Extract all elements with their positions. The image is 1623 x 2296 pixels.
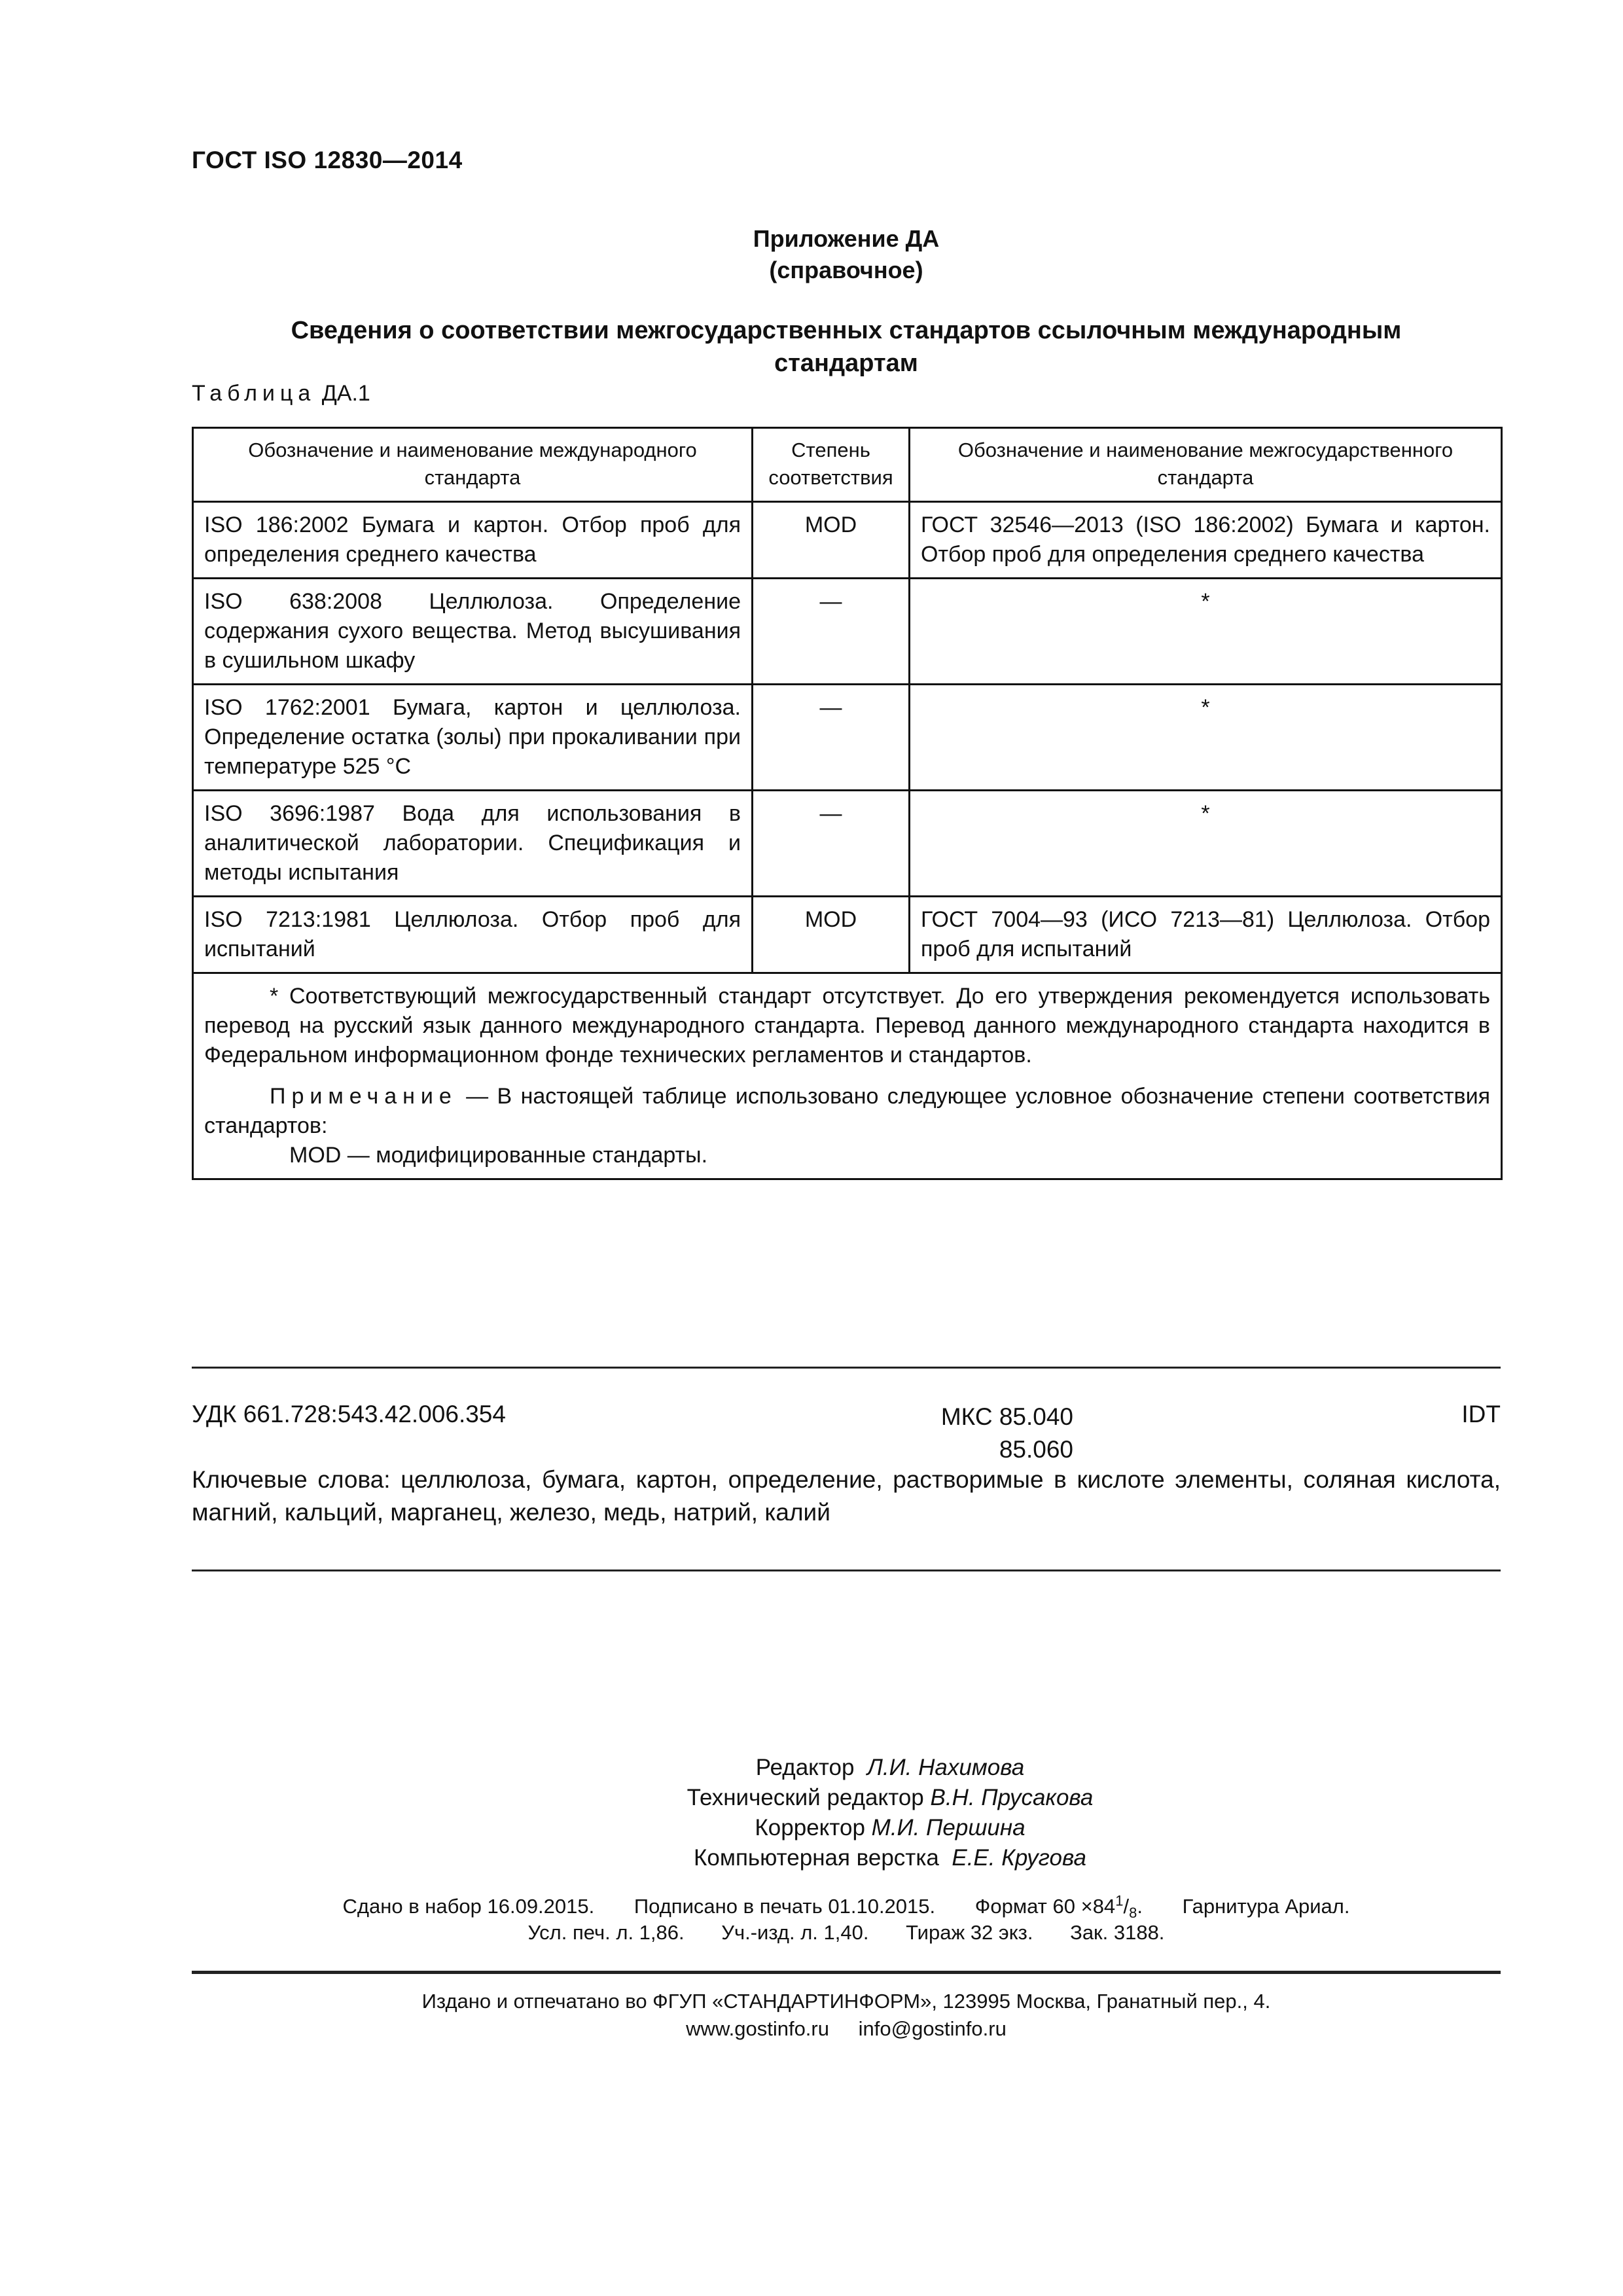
print-info-line-1 [192, 1893, 1501, 1922]
credit-editor-role: Редактор [755, 1755, 855, 1780]
annex-subtitle: (справочное) [769, 257, 923, 283]
cell-degree: — [753, 791, 910, 897]
divider-bottom [192, 1971, 1501, 1974]
print-format-sup: 1 [1115, 1893, 1124, 1909]
credit-layout-role: Компьютерная верстка [694, 1845, 939, 1871]
table-label [192, 381, 370, 406]
print-format-sub: 8 [1129, 1905, 1137, 1922]
cell-national: * [910, 685, 1502, 791]
divider-middle [192, 1570, 1501, 1571]
print-format: Формат $60 \times 84^1/_8$. [974, 1893, 1143, 1922]
credit-corrector [563, 1813, 1217, 1843]
table-footnote-row [193, 973, 1502, 1179]
correspondence-table [192, 427, 1503, 1180]
cell-degree: — [753, 685, 910, 791]
table-row [193, 579, 1502, 685]
print-order: Зак. 3188. [1070, 1921, 1165, 1944]
table-note-item: MOD — модифицированные стандарты. [289, 1143, 708, 1168]
cell-degree: MOD [753, 502, 910, 579]
cell-international: ISO 638:2008 Целлюлоза. Определение содержания сухого вещества. Метод высушивания в сушильном шкафу [193, 579, 753, 685]
annex-heading [192, 314, 1501, 380]
print-sheets: Усл. печ. л. 1,86. [527, 1921, 685, 1944]
divider-top [192, 1367, 1501, 1369]
publisher-email: info@gostinfo.ru [858, 2017, 1007, 2040]
credit-tech-editor-name: В.Н. Прусакова [930, 1785, 1094, 1810]
keywords: Ключевые слова: целлюлоза, бумага, картон, определение, растворимые в кислоте элементы, соляная кислота, магний, кальций, марганец, железо, медь, натрий, калий [192, 1466, 1501, 1526]
cell-international: ISO 3696:1987 Вода для использования в аналитической лаборатории. Спецификация и методы испытания [193, 791, 753, 897]
udk-code: УДК 661.728:543.42.006.354 [192, 1401, 506, 1427]
idt-mark: IDT [1461, 1401, 1501, 1427]
document-code-header: ГОСТ ISO 12830—2014 [192, 147, 463, 173]
column-header-national: Обозначение и наименование межгосударственного стандарта [910, 428, 1502, 502]
print-signed: Подписано в печать 01.10.2015. [633, 1895, 936, 1918]
credit-layout [563, 1843, 1217, 1873]
table-label-word: Таблица [192, 381, 316, 406]
print-typeface: Гарнитура Ариал. [1182, 1895, 1350, 1918]
cell-national: ГОСТ 7004—93 (ИСО 7213—81) Целлюлоза. Отбор проб для испытаний [910, 897, 1502, 973]
publisher-line: Издано и отпечатано во ФГУП «СТАНДАРТИНФОРМ», 123995 Москва, Гранатный пер., 4. [421, 1990, 1271, 2013]
mks-code-1: МКС 85.040 [940, 1403, 1073, 1430]
cell-international: ISO 1762:2001 Бумага, картон и целлюлоза. Определение остатка (золы) при прокаливании при температуре 525 °C [193, 685, 753, 791]
table-header-row [193, 428, 1502, 502]
table-note-text: — В настоящей таблице использовано следующее условное обозначение степени соответствия стандартов: [204, 1084, 1490, 1138]
table-row [193, 897, 1502, 973]
credit-corrector-role: Корректор [755, 1815, 865, 1840]
print-info-line-2 [192, 1921, 1501, 1945]
print-format-prefix: Формат 60 ×84 [974, 1895, 1116, 1918]
table-row [193, 791, 1502, 897]
mks-codes [923, 1401, 1073, 1466]
print-format-suffix: . [1137, 1895, 1143, 1918]
table-row [193, 685, 1502, 791]
print-submitted: Сдано в набор 16.09.2015. [342, 1895, 595, 1918]
credit-editor [563, 1753, 1217, 1783]
table-label-number: ДА.1 [321, 381, 370, 406]
table-footnote-cell [193, 973, 1502, 1179]
credit-editor-name: Л.И. Нахимова [866, 1755, 1025, 1780]
credit-layout-name: Е.Е. Кругова [952, 1845, 1086, 1871]
cell-national: * [910, 579, 1502, 685]
table-footnote: * Соответствующий межгосударственный стандарт отсутствует. До его утверждения рекомендуется использовать перевод на русский язык данного международного стандарта. Перевод данного международного стандарта находится в Федеральном информационном фонде технических регламентов и стандартов. [204, 984, 1490, 1067]
print-pub-sheets: Уч.-изд. л. 1,40. [721, 1921, 869, 1944]
cell-degree: — [753, 579, 910, 685]
column-header-degree: Степень соответствия [753, 428, 910, 502]
table-note-label: Примечание [270, 1084, 457, 1109]
annex-title: Приложение ДА [753, 225, 940, 252]
table-note [204, 1082, 1490, 1141]
publisher-website: www.gostinfo.ru [686, 2017, 829, 2040]
cell-international: ISO 7213:1981 Целлюлоза. Отбор проб для испытаний [193, 897, 753, 973]
publisher-contacts [192, 2017, 1501, 2041]
table-row [193, 502, 1502, 579]
cell-international: ISO 186:2002 Бумага и картон. Отбор проб для определения среднего качества [193, 502, 753, 579]
cell-national: * [910, 791, 1502, 897]
print-circulation: Тираж 32 экз. [906, 1921, 1033, 1944]
annex-heading-line-1: Сведения о соответствии межгосударственных стандартов ссылочным международным [291, 317, 1402, 344]
credit-tech-editor-role: Технический редактор [687, 1785, 924, 1810]
credit-corrector-name: М.И. Першина [871, 1815, 1026, 1840]
column-header-international: Обозначение и наименование международного стандарта [193, 428, 753, 502]
credit-tech-editor [563, 1783, 1217, 1813]
annex-heading-line-2: стандартам [774, 350, 918, 377]
cell-degree: MOD [753, 897, 910, 973]
credits-block [563, 1753, 1217, 1873]
cell-national: ГОСТ 32546—2013 (ISO 186:2002) Бумага и картон. Отбор проб для определения среднего качества [910, 502, 1502, 579]
mks-code-2: 85.060 [999, 1436, 1073, 1463]
